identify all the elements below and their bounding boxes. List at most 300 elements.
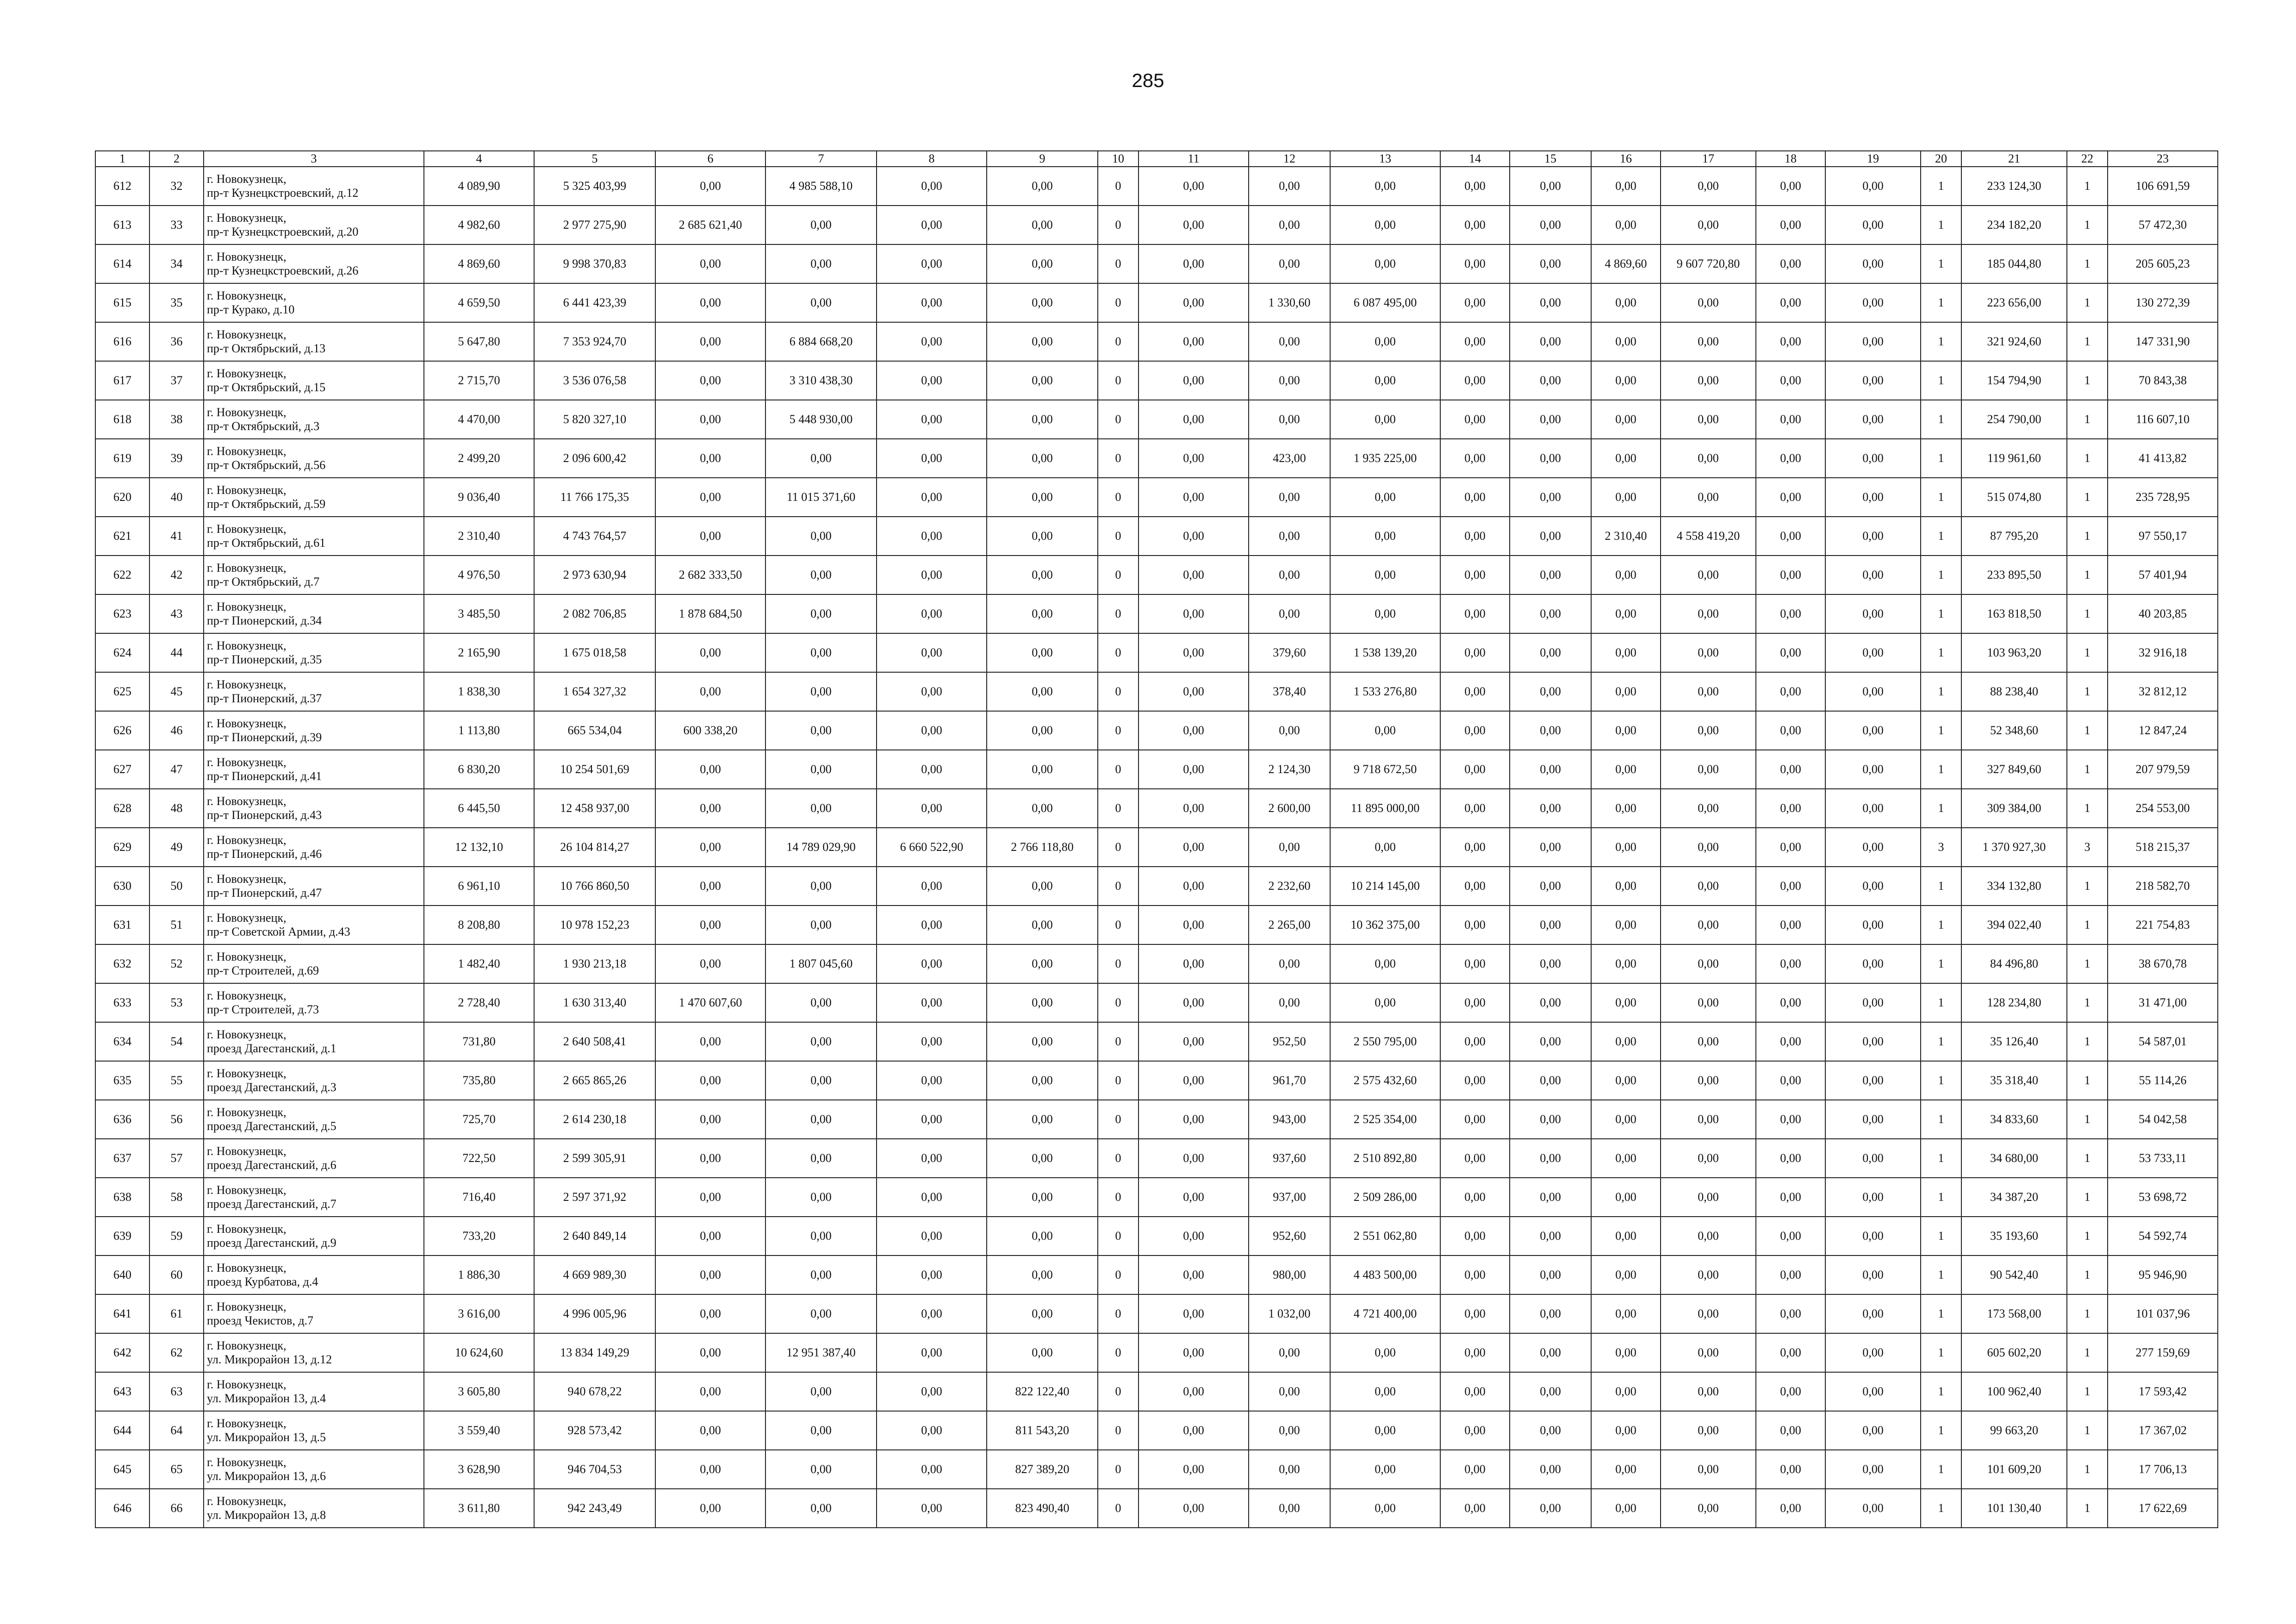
value-cell-col-13: 1 533 276,80 — [1330, 672, 1440, 711]
value-cell-col-4: 6 830,20 — [424, 750, 534, 789]
value-cell-col-13: 0,00 — [1330, 983, 1440, 1022]
value-cell-col-5: 1 930 213,18 — [534, 944, 655, 983]
value-cell-col-8: 0,00 — [877, 322, 987, 361]
value-cell-col-21: 605 602,20 — [1961, 1333, 2067, 1372]
row-number-cell: 623 — [95, 594, 149, 633]
value-cell-col-15: 0,00 — [1510, 478, 1591, 517]
value-cell-col-7: 0,00 — [765, 556, 877, 594]
value-cell-col-20: 1 — [1921, 1333, 1961, 1372]
value-cell-col-11: 0,00 — [1139, 672, 1249, 711]
value-cell-col-5: 12 458 937,00 — [534, 789, 655, 828]
value-cell-col-13: 6 087 495,00 — [1330, 283, 1440, 322]
value-cell-col-7: 0,00 — [765, 1139, 877, 1178]
address-city: г. Новокузнецк, — [207, 678, 286, 691]
value-cell-col-21: 35 193,60 — [1961, 1217, 2067, 1255]
value-cell-col-12: 2 600,00 — [1249, 789, 1330, 828]
column-header: 20 — [1921, 151, 1961, 167]
address-street: ул. Микрорайон 13, д.4 — [207, 1392, 326, 1405]
value-cell-col-4: 4 869,60 — [424, 244, 534, 283]
value-cell-col-19: 0,00 — [1825, 1178, 1921, 1217]
value-cell-col-6: 0,00 — [655, 1372, 765, 1411]
value-cell-col-11: 0,00 — [1139, 1294, 1249, 1333]
value-cell-col-16: 0,00 — [1591, 556, 1661, 594]
value-cell-col-4: 731,80 — [424, 1022, 534, 1061]
value-cell-col-19: 0,00 — [1825, 1255, 1921, 1294]
value-cell-col-16: 0,00 — [1591, 283, 1661, 322]
value-cell-col-17: 0,00 — [1661, 1217, 1756, 1255]
value-cell-col-9: 0,00 — [987, 1333, 1098, 1372]
value-cell-col-6: 600 338,20 — [655, 711, 765, 750]
value-cell-col-7: 11 015 371,60 — [765, 478, 877, 517]
value-cell-col-21: 163 818,50 — [1961, 594, 2067, 633]
value-cell-col-7: 0,00 — [765, 711, 877, 750]
column-header: 22 — [2067, 151, 2108, 167]
value-cell-col-8: 0,00 — [877, 283, 987, 322]
table-row — [95, 400, 2218, 439]
value-cell-col-6: 0,00 — [655, 1450, 765, 1489]
value-cell-col-21: 90 542,40 — [1961, 1255, 2067, 1294]
value-cell-col-10: 0 — [1098, 1450, 1139, 1489]
address-cell — [204, 672, 424, 711]
local-number-cell: 63 — [149, 1372, 204, 1411]
column-number-row — [95, 151, 2218, 167]
value-cell-col-9: 0,00 — [987, 478, 1098, 517]
value-cell-col-6: 0,00 — [655, 750, 765, 789]
address-city: г. Новокузнецк, — [207, 1144, 286, 1158]
address-cell — [204, 1178, 424, 1217]
value-cell-col-13: 2 525 354,00 — [1330, 1100, 1440, 1139]
value-cell-col-9: 0,00 — [987, 1255, 1098, 1294]
value-cell-col-4: 733,20 — [424, 1217, 534, 1255]
local-number-cell: 36 — [149, 322, 204, 361]
value-cell-col-18: 0,00 — [1756, 439, 1825, 478]
value-cell-col-7: 0,00 — [765, 789, 877, 828]
value-cell-col-23: 57 472,30 — [2108, 206, 2218, 244]
value-cell-col-16: 0,00 — [1591, 983, 1661, 1022]
value-cell-col-11: 0,00 — [1139, 983, 1249, 1022]
value-cell-col-10: 0 — [1098, 867, 1139, 906]
value-cell-col-5: 665 534,04 — [534, 711, 655, 750]
value-cell-col-7: 1 807 045,60 — [765, 944, 877, 983]
value-cell-col-16: 0,00 — [1591, 672, 1661, 711]
value-cell-col-5: 2 973 630,94 — [534, 556, 655, 594]
local-number-cell: 56 — [149, 1100, 204, 1139]
value-cell-col-9: 0,00 — [987, 1100, 1098, 1139]
address-street: пр-т Кузнецкстроевский, д.12 — [207, 186, 359, 200]
value-cell-col-19: 0,00 — [1825, 1333, 1921, 1372]
value-cell-col-10: 0 — [1098, 244, 1139, 283]
value-cell-col-5: 1 630 313,40 — [534, 983, 655, 1022]
value-cell-col-22: 1 — [2067, 1100, 2108, 1139]
value-cell-col-22: 1 — [2067, 244, 2108, 283]
value-cell-col-21: 87 795,20 — [1961, 517, 2067, 556]
value-cell-col-4: 1 886,30 — [424, 1255, 534, 1294]
value-cell-col-20: 1 — [1921, 517, 1961, 556]
value-cell-col-7: 0,00 — [765, 1372, 877, 1411]
value-cell-col-16: 0,00 — [1591, 1489, 1661, 1528]
value-cell-col-12: 0,00 — [1249, 1450, 1330, 1489]
address-city: г. Новокузнецк, — [207, 1378, 286, 1391]
value-cell-col-20: 1 — [1921, 1372, 1961, 1411]
value-cell-col-7: 0,00 — [765, 439, 877, 478]
value-cell-col-5: 4 669 989,30 — [534, 1255, 655, 1294]
value-cell-col-22: 1 — [2067, 556, 2108, 594]
value-cell-col-11: 0,00 — [1139, 1255, 1249, 1294]
value-cell-col-6: 0,00 — [655, 1022, 765, 1061]
table-row — [95, 672, 2218, 711]
value-cell-col-20: 1 — [1921, 1489, 1961, 1528]
value-cell-col-21: 233 124,30 — [1961, 167, 2067, 206]
value-cell-col-21: 35 126,40 — [1961, 1022, 2067, 1061]
table-row — [95, 983, 2218, 1022]
value-cell-col-11: 0,00 — [1139, 1022, 1249, 1061]
value-cell-col-7: 0,00 — [765, 867, 877, 906]
value-cell-col-6: 0,00 — [655, 1333, 765, 1372]
value-cell-col-5: 10 978 152,23 — [534, 906, 655, 944]
value-cell-col-22: 1 — [2067, 711, 2108, 750]
local-number-cell: 61 — [149, 1294, 204, 1333]
row-number-cell: 643 — [95, 1372, 149, 1411]
column-header: 11 — [1139, 151, 1249, 167]
value-cell-col-10: 0 — [1098, 594, 1139, 633]
table-row — [95, 1294, 2218, 1333]
value-cell-col-15: 0,00 — [1510, 983, 1591, 1022]
row-number-cell: 638 — [95, 1178, 149, 1217]
value-cell-col-18: 0,00 — [1756, 1178, 1825, 1217]
value-cell-col-7: 0,00 — [765, 906, 877, 944]
value-cell-col-9: 0,00 — [987, 983, 1098, 1022]
table-row — [95, 1100, 2218, 1139]
column-header: 5 — [534, 151, 655, 167]
value-cell-col-10: 0 — [1098, 1217, 1139, 1255]
value-cell-col-17: 0,00 — [1661, 1294, 1756, 1333]
value-cell-col-23: 53 698,72 — [2108, 1178, 2218, 1217]
value-cell-col-8: 0,00 — [877, 1100, 987, 1139]
value-cell-col-9: 0,00 — [987, 361, 1098, 400]
value-cell-col-11: 0,00 — [1139, 1061, 1249, 1100]
value-cell-col-23: 101 037,96 — [2108, 1294, 2218, 1333]
value-cell-col-8: 0,00 — [877, 1255, 987, 1294]
value-cell-col-21: 84 496,80 — [1961, 944, 2067, 983]
value-cell-col-16: 0,00 — [1591, 1139, 1661, 1178]
value-cell-col-22: 1 — [2067, 478, 2108, 517]
value-cell-col-16: 0,00 — [1591, 594, 1661, 633]
value-cell-col-7: 0,00 — [765, 244, 877, 283]
column-header: 16 — [1591, 151, 1661, 167]
value-cell-col-18: 0,00 — [1756, 361, 1825, 400]
value-cell-col-22: 1 — [2067, 750, 2108, 789]
value-cell-col-18: 0,00 — [1756, 594, 1825, 633]
value-cell-col-20: 1 — [1921, 400, 1961, 439]
value-cell-col-5: 940 678,22 — [534, 1372, 655, 1411]
value-cell-col-22: 1 — [2067, 983, 2108, 1022]
local-number-cell: 37 — [149, 361, 204, 400]
address-street: пр-т Октябрьский, д.13 — [207, 342, 326, 355]
value-cell-col-18: 0,00 — [1756, 1217, 1825, 1255]
value-cell-col-18: 0,00 — [1756, 750, 1825, 789]
value-cell-col-22: 1 — [2067, 400, 2108, 439]
value-cell-col-18: 0,00 — [1756, 478, 1825, 517]
value-cell-col-21: 173 568,00 — [1961, 1294, 2067, 1333]
address-street: проезд Дагестанский, д.3 — [207, 1081, 336, 1094]
value-cell-col-8: 0,00 — [877, 789, 987, 828]
value-cell-col-4: 12 132,10 — [424, 828, 534, 867]
value-cell-col-23: 147 331,90 — [2108, 322, 2218, 361]
value-cell-col-7: 12 951 387,40 — [765, 1333, 877, 1372]
table-row — [95, 750, 2218, 789]
value-cell-col-18: 0,00 — [1756, 983, 1825, 1022]
local-number-cell: 44 — [149, 633, 204, 672]
value-cell-col-12: 0,00 — [1249, 1372, 1330, 1411]
value-cell-col-13: 0,00 — [1330, 206, 1440, 244]
value-cell-col-7: 0,00 — [765, 1255, 877, 1294]
value-cell-col-23: 17 706,13 — [2108, 1450, 2218, 1489]
value-cell-col-15: 0,00 — [1510, 439, 1591, 478]
value-cell-col-22: 1 — [2067, 1294, 2108, 1333]
value-cell-col-12: 0,00 — [1249, 206, 1330, 244]
value-cell-col-4: 8 208,80 — [424, 906, 534, 944]
value-cell-col-14: 0,00 — [1440, 1100, 1510, 1139]
value-cell-col-21: 34 387,20 — [1961, 1178, 2067, 1217]
value-cell-col-7: 0,00 — [765, 1022, 877, 1061]
value-cell-col-23: 235 728,95 — [2108, 478, 2218, 517]
value-cell-col-19: 0,00 — [1825, 672, 1921, 711]
value-cell-col-17: 9 607 720,80 — [1661, 244, 1756, 283]
value-cell-col-11: 0,00 — [1139, 361, 1249, 400]
value-cell-col-16: 0,00 — [1591, 711, 1661, 750]
value-cell-col-16: 0,00 — [1591, 1255, 1661, 1294]
row-number-cell: 631 — [95, 906, 149, 944]
value-cell-col-14: 0,00 — [1440, 944, 1510, 983]
value-cell-col-23: 57 401,94 — [2108, 556, 2218, 594]
value-cell-col-5: 2 096 600,42 — [534, 439, 655, 478]
value-cell-col-14: 0,00 — [1440, 1333, 1510, 1372]
value-cell-col-14: 0,00 — [1440, 439, 1510, 478]
value-cell-col-22: 1 — [2067, 1217, 2108, 1255]
value-cell-col-10: 0 — [1098, 1178, 1139, 1217]
value-cell-col-22: 1 — [2067, 1139, 2108, 1178]
value-cell-col-18: 0,00 — [1756, 1255, 1825, 1294]
value-cell-col-18: 0,00 — [1756, 711, 1825, 750]
value-cell-col-8: 0,00 — [877, 1178, 987, 1217]
value-cell-col-8: 0,00 — [877, 1022, 987, 1061]
value-cell-col-4: 6 445,50 — [424, 789, 534, 828]
address-cell — [204, 1022, 424, 1061]
value-cell-col-15: 0,00 — [1510, 1255, 1591, 1294]
value-cell-col-10: 0 — [1098, 361, 1139, 400]
value-cell-col-5: 1 675 018,58 — [534, 633, 655, 672]
value-cell-col-14: 0,00 — [1440, 711, 1510, 750]
address-cell — [204, 1372, 424, 1411]
value-cell-col-13: 0,00 — [1330, 1411, 1440, 1450]
table-row — [95, 517, 2218, 556]
value-cell-col-23: 31 471,00 — [2108, 983, 2218, 1022]
value-cell-col-9: 0,00 — [987, 556, 1098, 594]
value-cell-col-12: 937,00 — [1249, 1178, 1330, 1217]
address-city: г. Новокузнецк, — [207, 1261, 286, 1274]
address-cell — [204, 1100, 424, 1139]
value-cell-col-8: 0,00 — [877, 400, 987, 439]
value-cell-col-19: 0,00 — [1825, 361, 1921, 400]
value-cell-col-8: 0,00 — [877, 167, 987, 206]
value-cell-col-9: 0,00 — [987, 283, 1098, 322]
value-cell-col-17: 0,00 — [1661, 322, 1756, 361]
value-cell-col-22: 1 — [2067, 1333, 2108, 1372]
value-cell-col-8: 0,00 — [877, 556, 987, 594]
value-cell-col-10: 0 — [1098, 789, 1139, 828]
table-row — [95, 1255, 2218, 1294]
value-cell-col-16: 0,00 — [1591, 400, 1661, 439]
value-cell-col-13: 0,00 — [1330, 556, 1440, 594]
value-cell-col-19: 0,00 — [1825, 322, 1921, 361]
row-number-cell: 630 — [95, 867, 149, 906]
value-cell-col-4: 5 647,80 — [424, 322, 534, 361]
value-cell-col-9: 0,00 — [987, 633, 1098, 672]
value-cell-col-6: 0,00 — [655, 167, 765, 206]
value-cell-col-19: 0,00 — [1825, 556, 1921, 594]
value-cell-col-5: 946 704,53 — [534, 1450, 655, 1489]
value-cell-col-21: 327 849,60 — [1961, 750, 2067, 789]
value-cell-col-23: 95 946,90 — [2108, 1255, 2218, 1294]
value-cell-col-23: 54 587,01 — [2108, 1022, 2218, 1061]
value-cell-col-23: 207 979,59 — [2108, 750, 2218, 789]
column-header: 3 — [204, 151, 424, 167]
table-row — [95, 206, 2218, 244]
value-cell-col-6: 1 878 684,50 — [655, 594, 765, 633]
value-cell-col-15: 0,00 — [1510, 1372, 1591, 1411]
value-cell-col-8: 0,00 — [877, 906, 987, 944]
value-cell-col-19: 0,00 — [1825, 1489, 1921, 1528]
local-number-cell: 41 — [149, 517, 204, 556]
value-cell-col-5: 4 996 005,96 — [534, 1294, 655, 1333]
value-cell-col-7: 6 884 668,20 — [765, 322, 877, 361]
address-city: г. Новокузнецк, — [207, 289, 286, 302]
value-cell-col-13: 0,00 — [1330, 1450, 1440, 1489]
value-cell-col-6: 0,00 — [655, 400, 765, 439]
value-cell-col-17: 0,00 — [1661, 1450, 1756, 1489]
value-cell-col-20: 1 — [1921, 711, 1961, 750]
value-cell-col-14: 0,00 — [1440, 556, 1510, 594]
table-row — [95, 594, 2218, 633]
value-cell-col-14: 0,00 — [1440, 400, 1510, 439]
value-cell-col-22: 1 — [2067, 1372, 2108, 1411]
column-header: 8 — [877, 151, 987, 167]
value-cell-col-23: 32 812,12 — [2108, 672, 2218, 711]
address-cell — [204, 206, 424, 244]
value-cell-col-13: 0,00 — [1330, 944, 1440, 983]
value-cell-col-6: 0,00 — [655, 633, 765, 672]
value-cell-col-8: 0,00 — [877, 1217, 987, 1255]
value-cell-col-4: 4 470,00 — [424, 400, 534, 439]
value-cell-col-21: 223 656,00 — [1961, 283, 2067, 322]
value-cell-col-4: 3 559,40 — [424, 1411, 534, 1450]
value-cell-col-13: 2 575 432,60 — [1330, 1061, 1440, 1100]
address-street: ул. Микрорайон 13, д.8 — [207, 1508, 326, 1522]
value-cell-col-7: 0,00 — [765, 594, 877, 633]
value-cell-col-11: 0,00 — [1139, 322, 1249, 361]
address-city: г. Новокузнецк, — [207, 1183, 286, 1197]
value-cell-col-6: 2 682 333,50 — [655, 556, 765, 594]
address-street: пр-т Курако, д.10 — [207, 303, 295, 316]
local-number-cell: 32 — [149, 167, 204, 206]
value-cell-col-11: 0,00 — [1139, 1178, 1249, 1217]
value-cell-col-19: 0,00 — [1825, 439, 1921, 478]
value-cell-col-10: 0 — [1098, 1333, 1139, 1372]
value-cell-col-20: 1 — [1921, 906, 1961, 944]
value-cell-col-13: 4 721 400,00 — [1330, 1294, 1440, 1333]
table-row — [95, 1450, 2218, 1489]
value-cell-col-18: 0,00 — [1756, 283, 1825, 322]
value-cell-col-15: 0,00 — [1510, 1178, 1591, 1217]
address-cell — [204, 1294, 424, 1333]
value-cell-col-17: 0,00 — [1661, 983, 1756, 1022]
column-header: 10 — [1098, 151, 1139, 167]
value-cell-col-4: 10 624,60 — [424, 1333, 534, 1372]
value-cell-col-8: 6 660 522,90 — [877, 828, 987, 867]
value-cell-col-14: 0,00 — [1440, 594, 1510, 633]
address-street: ул. Микрорайон 13, д.5 — [207, 1430, 326, 1444]
value-cell-col-11: 0,00 — [1139, 906, 1249, 944]
value-cell-col-19: 0,00 — [1825, 944, 1921, 983]
value-cell-col-10: 0 — [1098, 517, 1139, 556]
value-cell-col-18: 0,00 — [1756, 322, 1825, 361]
address-city: г. Новокузнецк, — [207, 1067, 286, 1080]
value-cell-col-15: 0,00 — [1510, 244, 1591, 283]
value-cell-col-10: 0 — [1098, 828, 1139, 867]
value-cell-col-23: 205 605,23 — [2108, 244, 2218, 283]
address-cell — [204, 633, 424, 672]
value-cell-col-16: 0,00 — [1591, 361, 1661, 400]
address-street: ул. Микрорайон 13, д.12 — [207, 1353, 332, 1366]
value-cell-col-17: 0,00 — [1661, 1178, 1756, 1217]
address-city: г. Новокузнецк, — [207, 172, 286, 186]
row-number-cell: 624 — [95, 633, 149, 672]
value-cell-col-21: 185 044,80 — [1961, 244, 2067, 283]
value-cell-col-6: 0,00 — [655, 322, 765, 361]
value-cell-col-16: 0,00 — [1591, 906, 1661, 944]
column-header: 17 — [1661, 151, 1756, 167]
value-cell-col-10: 0 — [1098, 439, 1139, 478]
value-cell-col-16: 0,00 — [1591, 1333, 1661, 1372]
value-cell-col-13: 10 362 375,00 — [1330, 906, 1440, 944]
value-cell-col-23: 38 670,78 — [2108, 944, 2218, 983]
value-cell-col-19: 0,00 — [1825, 633, 1921, 672]
value-cell-col-15: 0,00 — [1510, 1411, 1591, 1450]
value-cell-col-21: 103 963,20 — [1961, 633, 2067, 672]
value-cell-col-15: 0,00 — [1510, 944, 1591, 983]
value-cell-col-22: 1 — [2067, 1178, 2108, 1217]
table-row — [95, 478, 2218, 517]
value-cell-col-14: 0,00 — [1440, 283, 1510, 322]
address-city: г. Новокузнецк, — [207, 794, 286, 808]
value-cell-col-6: 0,00 — [655, 672, 765, 711]
value-cell-col-7: 4 985 588,10 — [765, 167, 877, 206]
address-city: г. Новокузнецк, — [207, 483, 286, 497]
value-cell-col-4: 2 715,70 — [424, 361, 534, 400]
value-cell-col-15: 0,00 — [1510, 206, 1591, 244]
value-cell-col-9: 0,00 — [987, 206, 1098, 244]
value-cell-col-11: 0,00 — [1139, 1411, 1249, 1450]
register-table — [95, 150, 2218, 1528]
address-city: г. Новокузнецк, — [207, 211, 286, 225]
column-header: 18 — [1756, 151, 1825, 167]
address-cell — [204, 283, 424, 322]
value-cell-col-8: 0,00 — [877, 983, 987, 1022]
value-cell-col-12: 0,00 — [1249, 594, 1330, 633]
value-cell-col-5: 26 104 814,27 — [534, 828, 655, 867]
address-cell — [204, 322, 424, 361]
value-cell-col-17: 0,00 — [1661, 1255, 1756, 1294]
